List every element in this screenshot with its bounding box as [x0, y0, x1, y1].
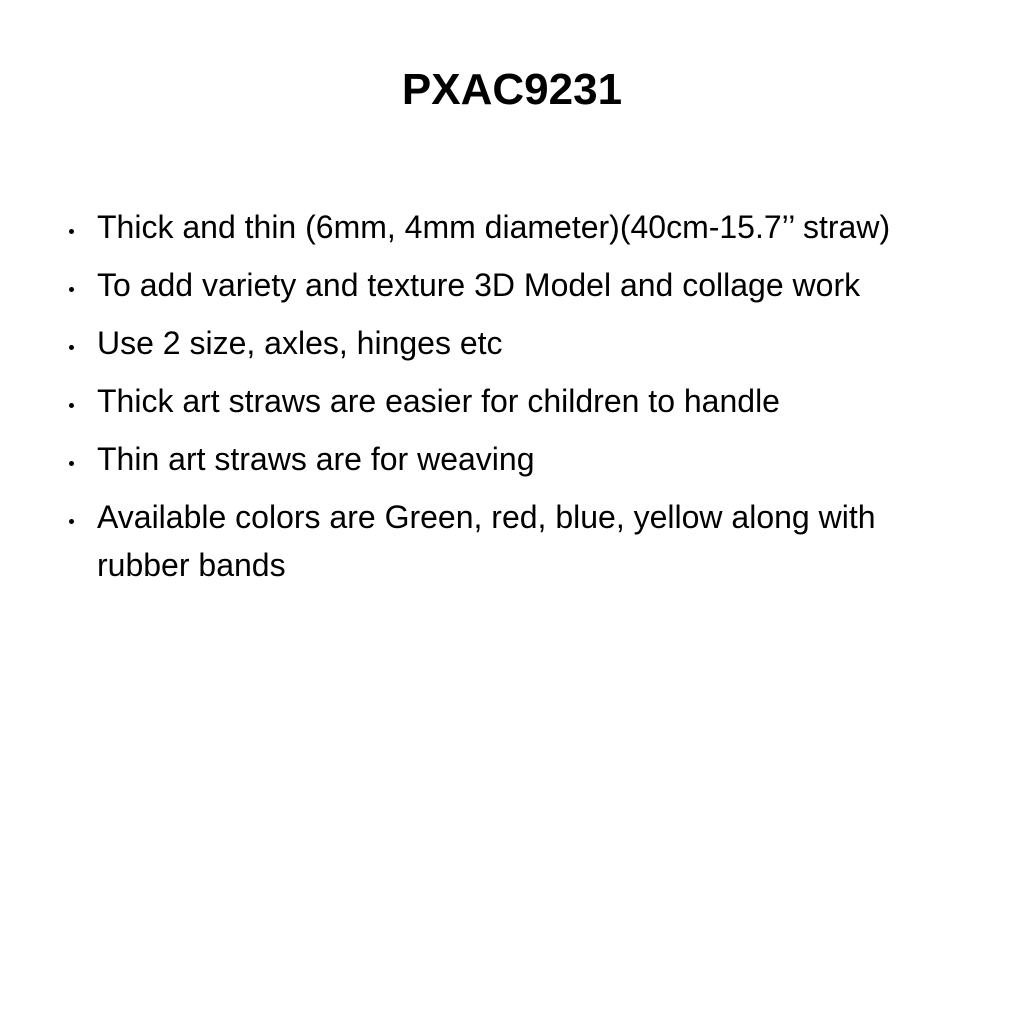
bullet-text: Use 2 size, axles, hinges etc: [97, 325, 503, 361]
bullet-item: [60, 377, 960, 425]
bullet-icon: [69, 461, 74, 466]
bullet-icon: [69, 345, 74, 350]
bullet-text: Thick and thin (6mm, 4mm diameter)(40cm-15.7’’ straw): [97, 209, 891, 245]
bullet-text: Thin art straws are for weaving: [97, 441, 535, 477]
bullet-list: [60, 203, 960, 599]
bullet-icon: [69, 229, 74, 234]
bullet-item: [60, 493, 960, 589]
slide-title: PXAC9231: [401, 65, 623, 114]
bullet-text: Available colors are Green, red, blue, yellow along with rubber bands: [97, 499, 876, 583]
bullet-item: [60, 435, 960, 483]
bullet-icon: [69, 519, 74, 524]
bullet-icon: [69, 287, 74, 292]
bullet-item: [60, 319, 960, 367]
bullet-item: [60, 203, 960, 251]
bullet-item: [60, 261, 960, 309]
bullet-text: Thick art straws are easier for children to handle: [97, 383, 780, 419]
bullet-text: To add variety and texture 3D Model and collage work: [97, 267, 861, 303]
bullet-icon: [69, 403, 74, 408]
